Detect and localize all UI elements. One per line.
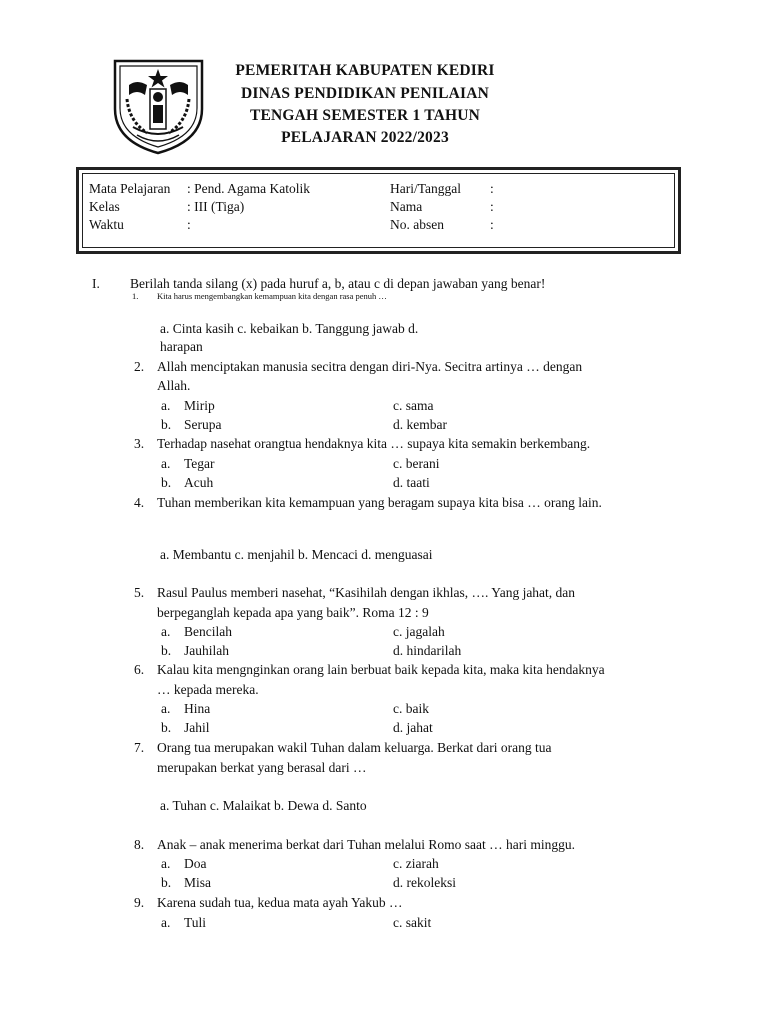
q8-option-b: Misa — [184, 875, 211, 890]
section-numeral: I. — [92, 276, 100, 291]
q3-number: 3. — [134, 436, 145, 451]
q3-option-a: Tegar — [184, 456, 215, 471]
q5-option-d: d. hindarilah — [393, 643, 462, 658]
q7-text-cont: merupakan berkat yang berasal dari … — [157, 760, 367, 775]
q5-option-a: Bencilah — [184, 624, 232, 639]
q9-text: Karena sudah tua, kedua mata ayah Yakub … — [157, 895, 403, 910]
header-line-3: TENGAH SEMESTER 1 TAHUN — [249, 107, 481, 124]
nama-label: Nama — [390, 199, 423, 214]
q2-option-b-letter: b. — [161, 417, 172, 432]
q6-text-cont: … kepada mereka. — [157, 682, 259, 697]
q5-option-b-letter: b. — [161, 643, 172, 658]
q5-option-c: c. jagalah — [393, 624, 445, 639]
q5-text: Rasul Paulus memberi nasehat, “Kasihilah dengan ikhlas, …. Yang jahat, dan — [157, 585, 576, 600]
q6-option-b-letter: b. — [161, 720, 172, 735]
q1-options-cont: harapan — [160, 339, 203, 354]
q6-option-a-letter: a. — [161, 701, 171, 716]
q3-option-c: c. berani — [393, 456, 440, 471]
q8-option-a: Doa — [184, 856, 207, 871]
q1-text: Kita harus mengembangkan kemampuan kita dengan rasa penuh … — [157, 291, 387, 301]
mapel-label: Mata Pelajaran — [89, 181, 171, 196]
q1-number: 1. — [132, 291, 139, 301]
q5-text-cont: berpeganglah kepada apa yang baik”. Roma 12 : 9 — [157, 605, 429, 620]
q8-text: Anak – anak menerima berkat dari Tuhan melalui Romo saat … hari minggu. — [157, 837, 576, 852]
q5-option-b: Jauhilah — [184, 643, 229, 658]
q6-option-d: d. jahat — [393, 720, 433, 735]
q2-option-a-letter: a. — [161, 398, 171, 413]
absen-label: No. absen — [390, 217, 444, 232]
mapel-value: : Pend. Agama Katolik — [187, 181, 310, 196]
waktu-label: Waktu — [89, 217, 124, 232]
q3-option-b: Acuh — [184, 475, 214, 490]
q8-option-b-letter: b. — [161, 875, 172, 890]
kediri-emblem-logo — [107, 55, 210, 155]
q6-number: 6. — [134, 662, 145, 677]
q7-text: Orang tua merupakan wakil Tuhan dalam keluarga. Berkat dari orang tua — [157, 740, 552, 755]
header-line-2: DINAS PENDIDIKAN PENILAIAN — [240, 85, 490, 102]
q2-option-d: d. kembar — [393, 417, 447, 432]
nama-value: : — [490, 199, 494, 214]
q3-text: Terhadap nasehat orangtua hendaknya kita … supaya kita semakin berkembang. — [157, 436, 591, 451]
q7-number: 7. — [134, 740, 145, 755]
q2-option-a: Mirip — [184, 398, 215, 413]
q3-option-d: d. taati — [393, 475, 430, 490]
q4-options: a. Membantu c. menjahil b. Mencaci d. menguasai — [160, 547, 433, 562]
q8-option-c: c. ziarah — [393, 856, 439, 871]
header-line-1: PEMERITAH KABUPATEN KEDIRI — [235, 62, 495, 79]
q8-option-a-letter: a. — [161, 856, 171, 871]
q2-text: Allah menciptakan manusia secitra dengan diri-Nya. Secitra artinya … dengan — [157, 359, 583, 374]
kelas-value: : III (Tiga) — [187, 199, 245, 214]
q5-number: 5. — [134, 585, 145, 600]
waktu-value: : — [187, 217, 191, 232]
q1-options: a. Cinta kasih c. kebaikan b. Tanggung jawab d. — [160, 321, 419, 336]
absen-value: : — [490, 217, 494, 232]
hari-value: : — [490, 181, 494, 196]
q9-option-c: c. sakit — [393, 915, 432, 930]
q2-text-cont: Allah. — [157, 378, 191, 393]
q2-option-c: c. sama — [393, 398, 434, 413]
q3-option-a-letter: a. — [161, 456, 171, 471]
q9-option-a: Tuli — [184, 915, 207, 930]
q4-number: 4. — [134, 495, 145, 510]
q9-number: 9. — [134, 895, 145, 910]
q6-option-b: Jahil — [184, 720, 210, 735]
hari-label: Hari/Tanggal — [390, 181, 462, 196]
q9-option-a-letter: a. — [161, 915, 171, 930]
q6-text: Kalau kita mengnginkan orang lain berbuat baik kepada kita, maka kita hendaknya — [157, 662, 605, 677]
header-line-4: PELAJARAN 2022/2023 — [281, 129, 449, 146]
q5-option-a-letter: a. — [161, 624, 171, 639]
q6-option-a: Hina — [184, 701, 211, 716]
q4-text: Tuhan memberikan kita kemampuan yang beragam supaya kita bisa … orang lain. — [157, 495, 602, 510]
q2-number: 2. — [134, 359, 145, 374]
q3-option-b-letter: b. — [161, 475, 172, 490]
q8-number: 8. — [134, 837, 145, 852]
section-instruction: Berilah tanda silang (x) pada huruf a, b, atau c di depan jawaban yang benar! — [130, 276, 546, 291]
q6-option-c: c. baik — [393, 701, 429, 716]
q8-option-d: d. rekoleksi — [393, 875, 456, 890]
q7-options: a. Tuhan c. Malaikat b. Dewa d. Santo — [160, 798, 367, 813]
q2-option-b: Serupa — [184, 417, 222, 432]
kelas-label: Kelas — [89, 199, 120, 214]
